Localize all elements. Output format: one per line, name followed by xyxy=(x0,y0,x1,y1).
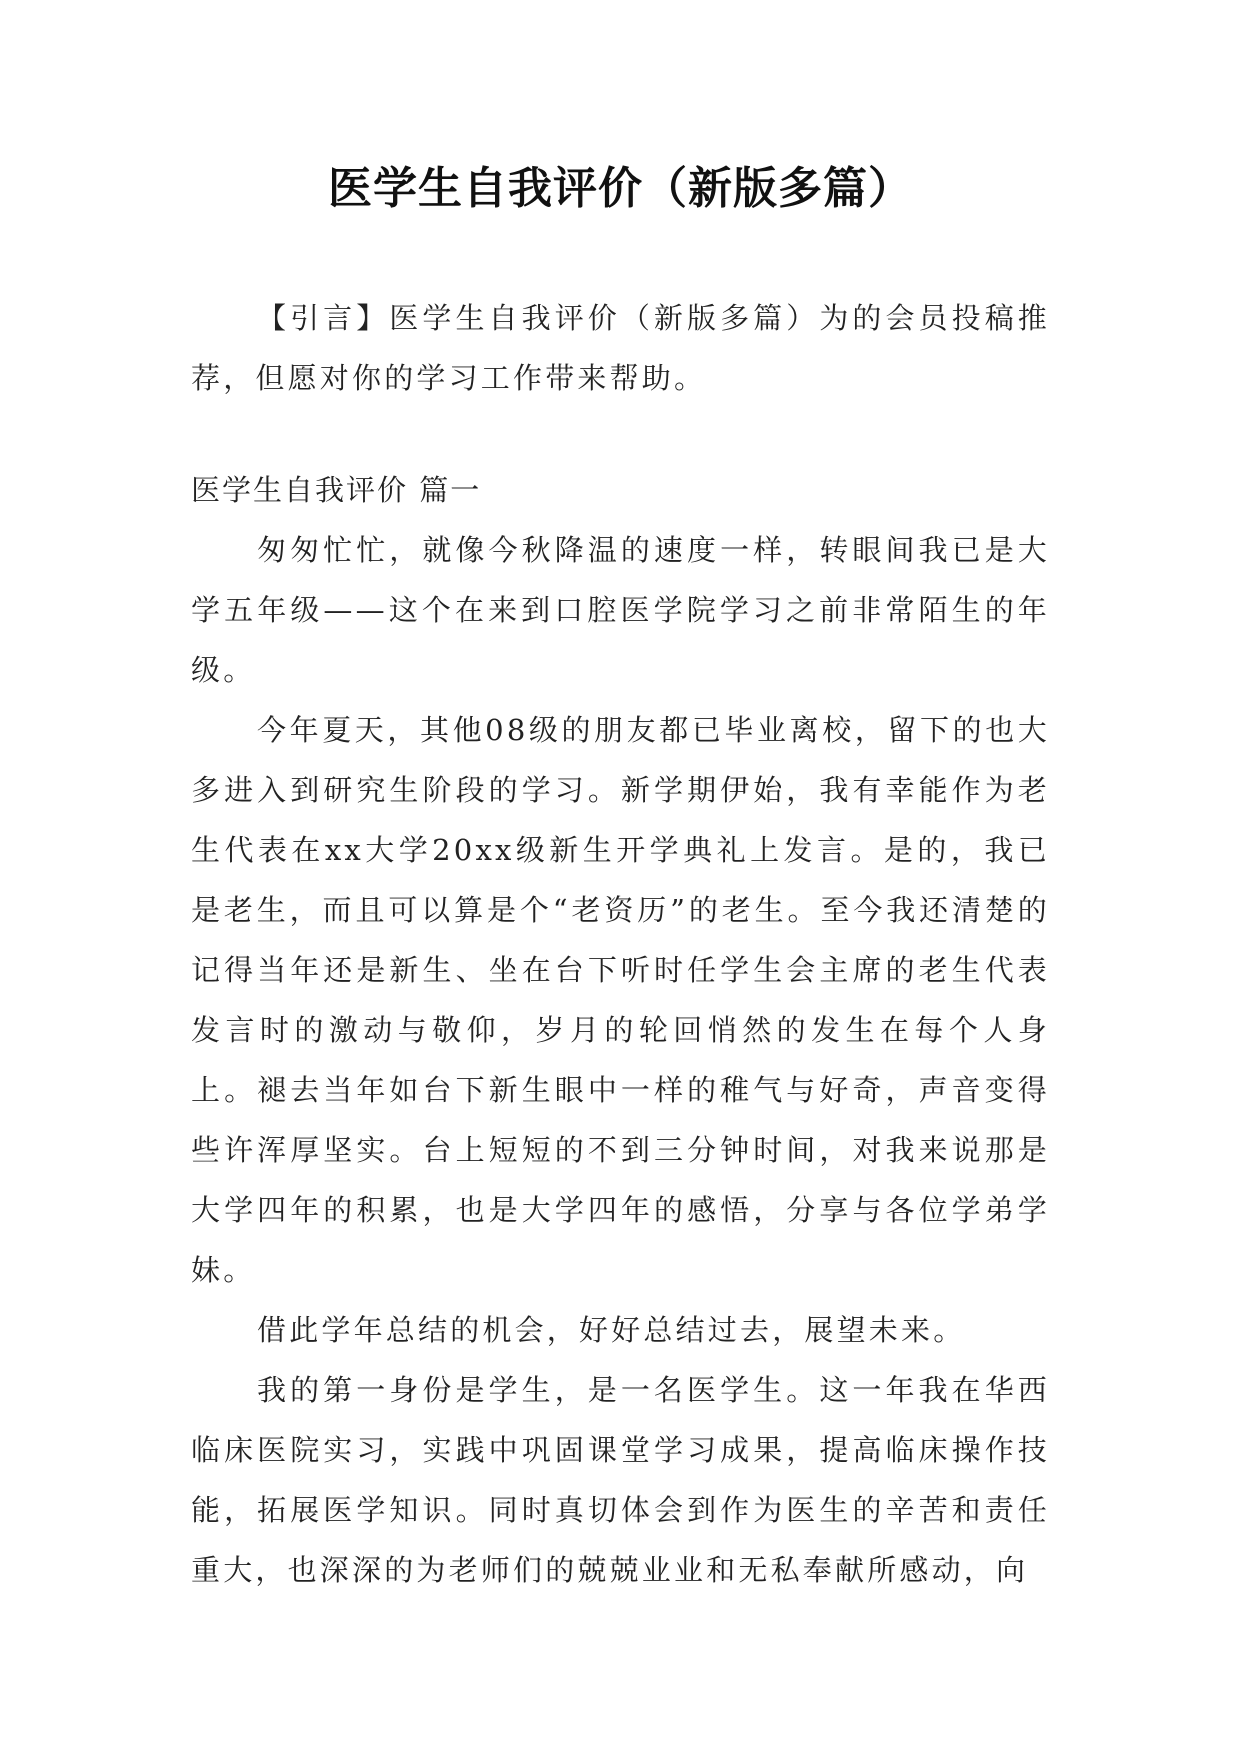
paragraph: 今年夏天，其他08级的朋友都已毕业离校，留下的也大多进入到研究生阶段的学习。新学期伊始，我有幸能作为老生代表在xx大学20xx级新生开学典礼上发言。是的，我已是老生，而且可以算是个“老资历”的老生。至今我还清楚的记得当年还是新生、坐在台下听时任学生会主席的老生代表发言时的激动与敬仰，岁月的轮回悄然的发生在每个人身上。褪去当年如台下新生眼中一样的稚气与好奇，声音变得些许浑厚坚实。台上短短的不到三分钟时间，对我来说那是大学四年的积累，也是大学四年的感悟，分享与各位学弟学妹。 xyxy=(191,713,1050,1287)
paragraph: 我的第一身份是学生，是一名医学生。这一年我在华西临床医院实习，实践中巩固课堂学习成果，提高临床操作技能，拓展医学知识。同时真切体会到作为医生的辛苦和责任重大，也深深的为老师们的兢兢业业和无私奉献所感动，向 xyxy=(191,1373,1050,1587)
section-heading: 医学生自我评价 篇一 xyxy=(191,473,482,507)
section-content xyxy=(191,520,1050,1600)
paragraph: 借此学年总结的机会，好好总结过去，展望未来。 xyxy=(257,1313,966,1347)
intro-paragraph: 【引言】医学生自我评价（新版多篇）为的会员投稿推荐，但愿对你的学习工作带来帮助。 xyxy=(191,301,1050,395)
document-title: 医学生自我评价（新版多篇） xyxy=(328,163,913,214)
paragraph: 匆匆忙忙，就像今秋降温的速度一样，转眼间我已是大学五年级——这个在来到口腔医学院学习之前非常陌生的年级。 xyxy=(191,533,1050,687)
